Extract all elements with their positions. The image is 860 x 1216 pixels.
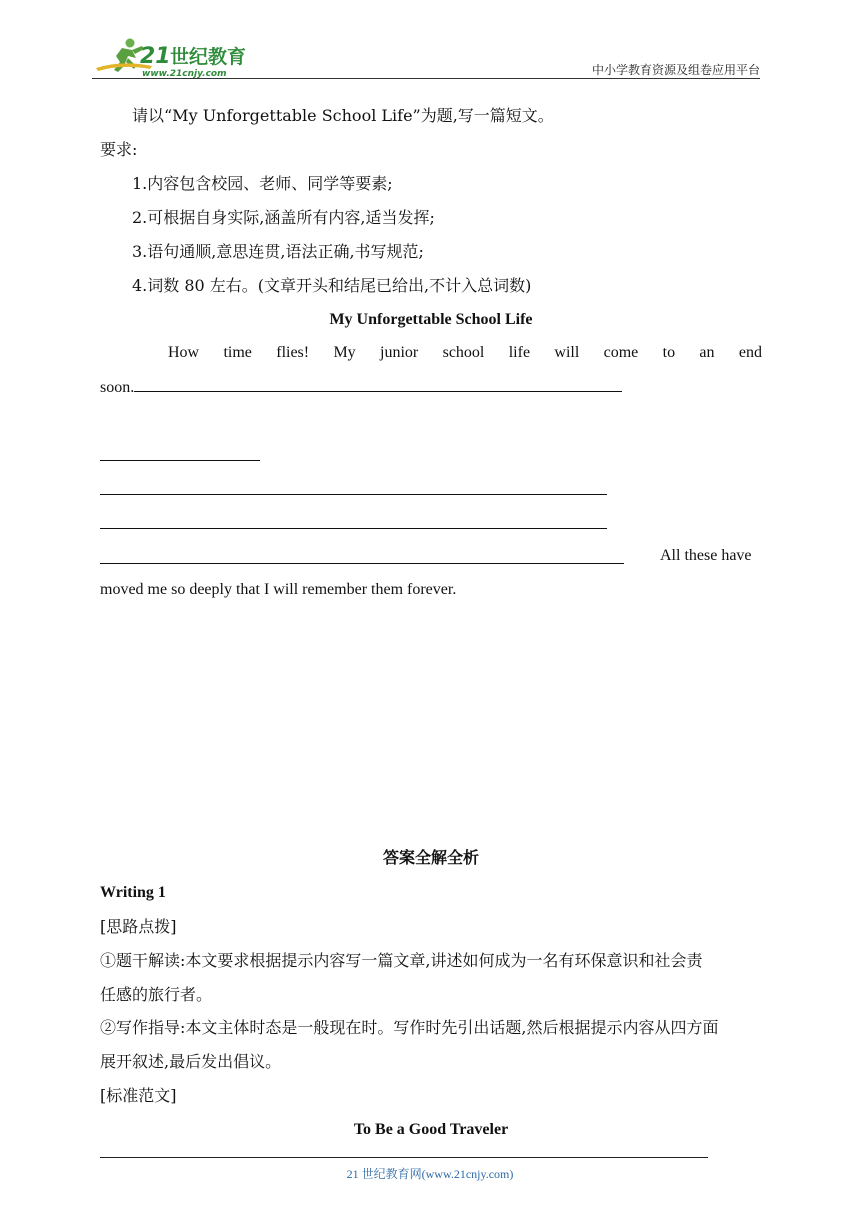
sample-title: To Be a Good Traveler — [353, 1121, 509, 1138]
essay-title: My Unforgettable School Life — [329, 311, 533, 328]
answer-section: Writing 1 — [100, 884, 166, 901]
point-2-line-1: ②写作指导:本文主体时态是一般现在时。写作时先引出话题,然后根据提示内容从四方面 — [100, 1018, 719, 1037]
essay-ending-rest: moved me so deeply that I will remember them forever. — [100, 581, 457, 598]
writing-blank[interactable] — [134, 377, 622, 392]
page-header — [92, 30, 760, 78]
opening-word: end — [738, 344, 762, 361]
writing-line-3[interactable] — [100, 528, 607, 529]
point-1-line-2: 任感的旅行者。 — [100, 985, 213, 1004]
opening-word: come — [603, 344, 639, 361]
opening-word: How — [168, 344, 200, 361]
header-divider — [92, 78, 760, 79]
essay-opening-end — [100, 377, 622, 398]
opening-word: life — [508, 344, 531, 361]
writing-line-2[interactable] — [100, 494, 607, 495]
opening-word: time — [223, 344, 252, 361]
logo-url: www.21cnjy.com — [142, 69, 227, 78]
requirement-1: 1.内容包含校园、老师、同学等要素; — [132, 174, 393, 193]
header-right-text: 中小学教育资源及组卷应用平台 — [591, 63, 760, 77]
logo-number: 21 — [140, 44, 171, 69]
requirement-3: 3.语句通顺,意思连贯,语法正确,书写规范; — [132, 242, 424, 261]
point-1-line-1: ①题干解读:本文要求根据提示内容写一篇文章,讲述如何成为一名有环保意识和社会责 — [100, 951, 703, 970]
task-intro: 请以“My Unforgettable School Life”为题,写一篇短文。 — [132, 106, 554, 125]
footer-text: 21 世纪教育网(www.21cnjy.com) — [346, 1167, 514, 1181]
essay-ending-start: All these have — [660, 547, 752, 564]
requirement-2: 2.可根据自身实际,涵盖所有内容,适当发挥; — [132, 208, 435, 227]
opening-word: flies! — [276, 344, 310, 361]
opening-word: to — [662, 344, 676, 361]
opening-end-word: soon. — [100, 379, 135, 396]
sample-label: [标准范文] — [100, 1086, 177, 1105]
opening-word: junior — [380, 344, 419, 361]
opening-word: an — [699, 344, 715, 361]
writing-line-1[interactable] — [100, 460, 260, 461]
point-2-line-2: 展开叙述,最后发出倡议。 — [100, 1052, 282, 1071]
answer-title: 答案全解全析 — [382, 848, 479, 867]
requirements-label: 要求: — [100, 140, 138, 159]
requirement-4: 4.词数 80 左右。(文章开头和结尾已给出,不计入总词数) — [132, 276, 532, 295]
hint-label: [思路点拨] — [100, 917, 177, 936]
opening-word: will — [554, 344, 580, 361]
opening-word: My — [333, 344, 356, 361]
essay-opening-line — [168, 343, 762, 363]
footer-divider — [100, 1157, 708, 1158]
logo-text: 世纪教育 — [170, 46, 247, 68]
opening-word: school — [442, 344, 485, 361]
writing-line-4[interactable] — [100, 563, 624, 564]
21cnjy-logo — [92, 36, 262, 78]
